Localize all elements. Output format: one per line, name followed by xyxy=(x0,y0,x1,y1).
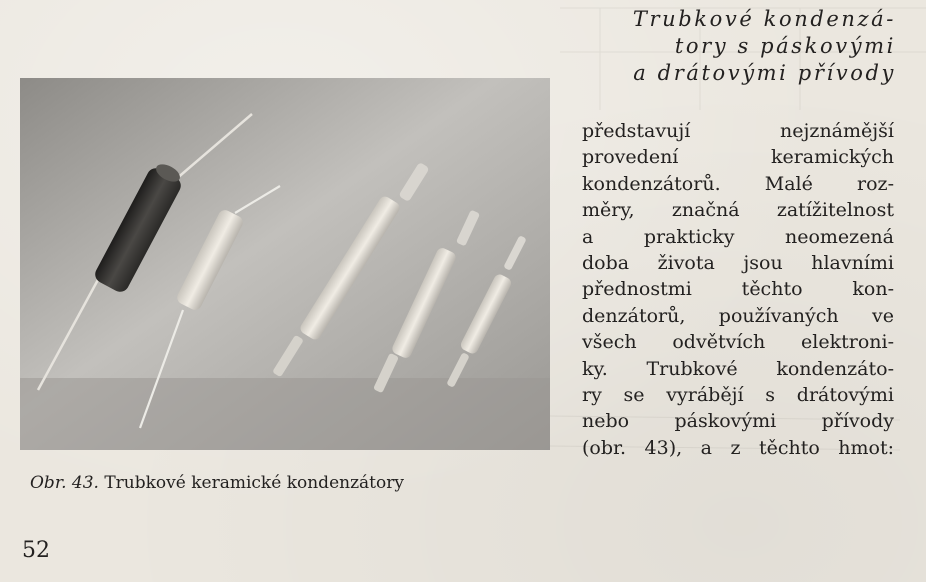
page-number: 52 xyxy=(22,538,50,563)
body-line: ry se vyrábějí s drátovými xyxy=(582,384,894,407)
heading-line: Trubkové kondenzá- xyxy=(632,7,896,31)
body-line: všech odvětvích elektroni- xyxy=(582,331,894,354)
body-line: a prakticky neomezená xyxy=(582,225,894,248)
body-line: doba života jsou hlavními xyxy=(582,252,894,275)
figure-label: Obr. 43. xyxy=(30,473,99,493)
body-line: nebo páskovými přívody xyxy=(582,410,894,433)
body-line: kondenzátorů. Malé roz- xyxy=(582,172,894,195)
figure-caption-text: Trubkové keramické kondenzátory xyxy=(104,473,404,493)
body-line: ky. Trubkové kondenzáto- xyxy=(582,357,894,380)
tubular-capacitors-image xyxy=(20,78,550,450)
figure-photo xyxy=(20,78,550,450)
body-line: denzátorů, používaných ve xyxy=(582,304,894,327)
heading-line: tory s páskovými xyxy=(674,34,896,58)
body-line: měry, značná zatížitelnost xyxy=(582,199,894,222)
body-text xyxy=(582,118,894,461)
body-line: přednostmi těchto kon- xyxy=(582,278,894,301)
figure-caption xyxy=(30,473,550,493)
section-heading xyxy=(596,6,896,87)
body-line: (obr. 43), a z těchto hmot: xyxy=(582,436,894,459)
heading-line: a drátovými přívody xyxy=(633,61,896,85)
body-line: provedení keramických xyxy=(582,146,894,169)
body-line: představují nejznámější xyxy=(582,120,894,142)
